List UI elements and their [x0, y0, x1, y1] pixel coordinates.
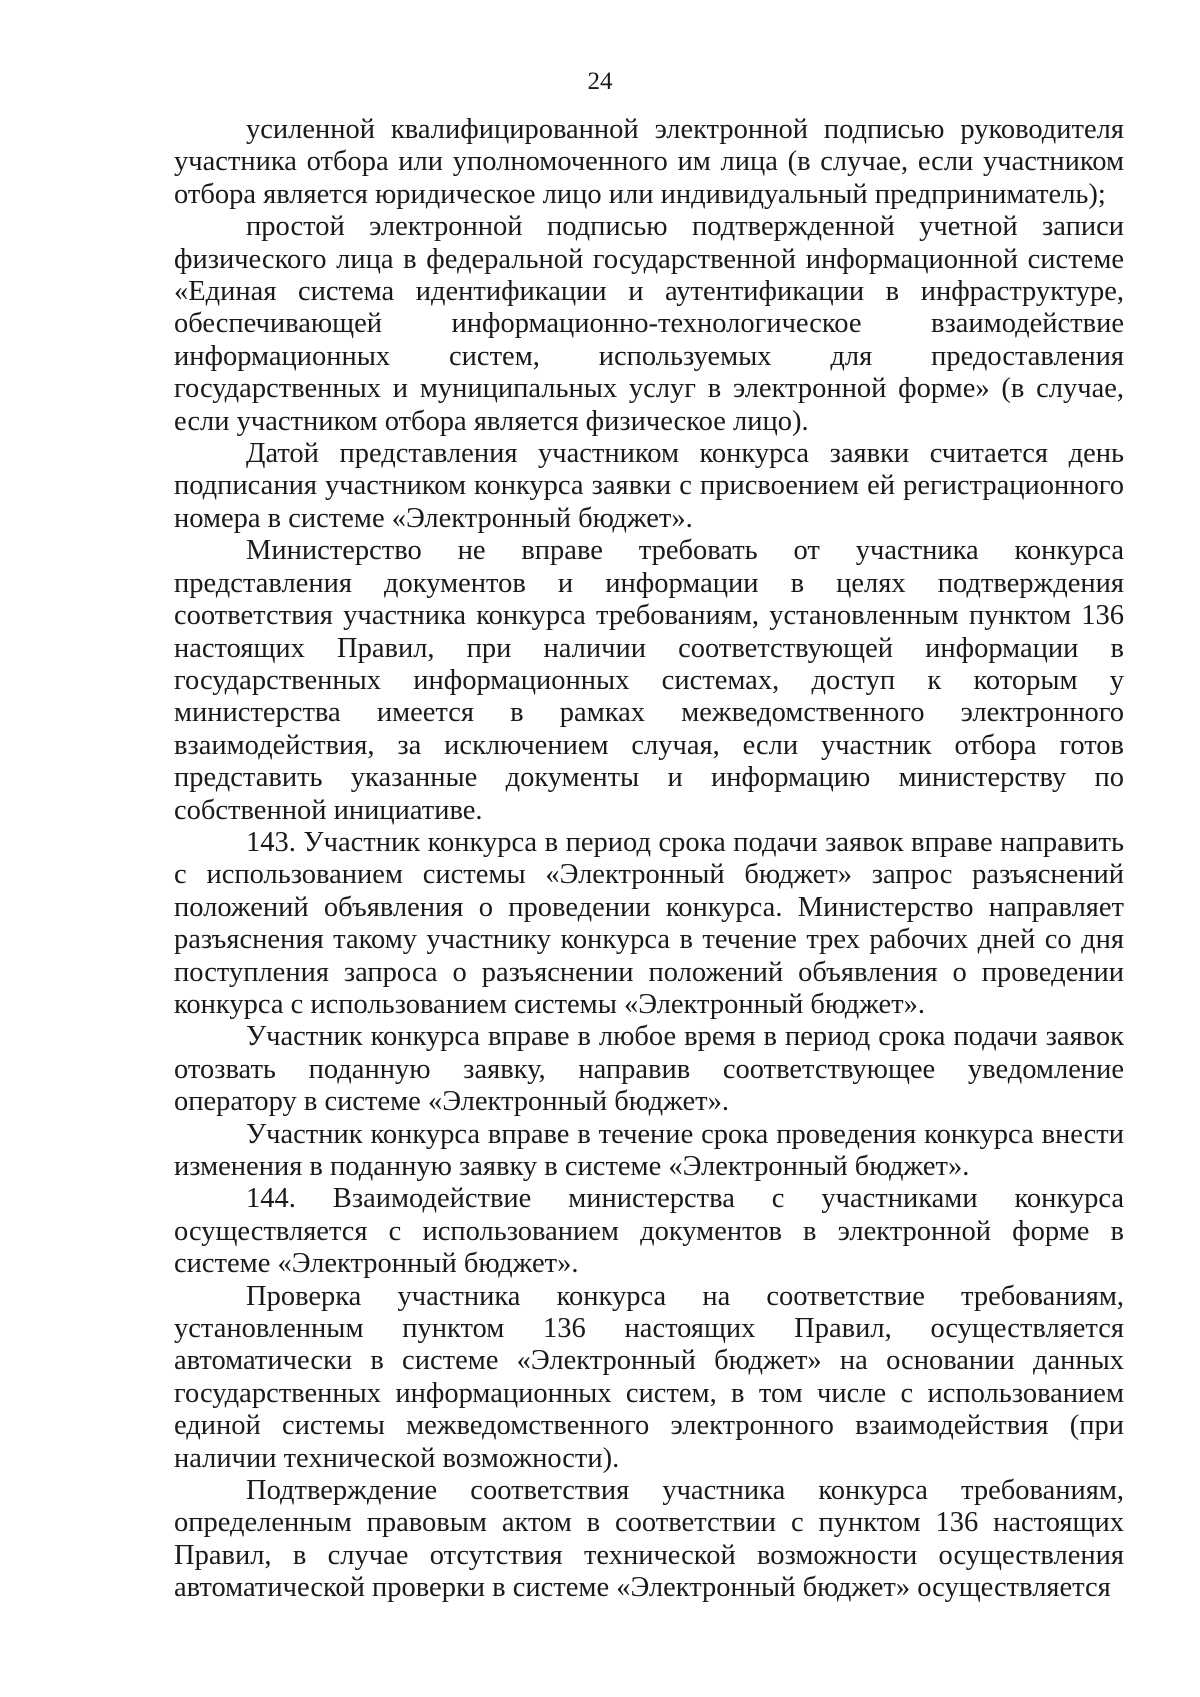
page-number: 24: [587, 68, 613, 95]
paragraph-ministry-documents: Министерство не вправе требовать от участника конкурса представления документов и информации в целях подтверждения соответствия участника конкурса требованиям, установленным пунктом 136 настоящих Правил, при наличии соответствующей информации в государственных информационных системах, доступ к которым у министерства имеется в рамках межведомственного электронного взаимодействия, за исключением случая, если участник отбора готов представить указанные документы и информацию министерству по собственной инициативе.: [174, 535, 1124, 826]
paragraph-withdraw-application: Участник конкурса вправе в любое время в период срока подачи заявок отозвать поданную заявку, направив соответствующее уведомление оператору в системе «Электронный бюджет».: [174, 1021, 1124, 1118]
paragraph-compliance-confirmation: Подтверждение соответствия участника конкурса требованиям, определенным правовым актом в соответствии с пунктом 136 настоящих Правил, в случае отсутствия технической возможности осуществления автоматической проверки в системе «Электронный бюджет» осуществляется: [174, 1475, 1124, 1604]
paragraph-automatic-check: Проверка участника конкурса на соответствие требованиям, установленным пунктом 136 настоящих Правил, осуществляется автоматически в системе «Электронный бюджет» на основании данных государственных информационных систем, в том числе с использованием единой системы межведомственного электронного взаимодействия (при наличии технической возможности).: [174, 1280, 1124, 1474]
paragraph-clause-143: 143. Участник конкурса в период срока подачи заявок вправе направить с использованием системы «Электронный бюджет» запрос разъяснений положений объявления о проведении конкурса. Министерство направляет разъяснения такому участнику конкурса в течение трех рабочих дней со дня поступления запроса о разъяснении положений объявления о проведении конкурса с использованием системы «Электронный бюджет».: [174, 826, 1124, 1020]
paragraph-submission-date: Датой представления участником конкурса заявки считается день подписания участником конкурса заявки с присвоением ей регистрационного номера в системе «Электронный бюджет».: [174, 438, 1124, 534]
paragraph-amend-application: Участник конкурса вправе в течение срока проведения конкурса внести изменения в поданную заявку в системе «Электронный бюджет».: [174, 1118, 1124, 1182]
document-body: [174, 114, 1124, 1605]
paragraph-simple-signature: простой электронной подписью подтвержденной учетной записи физического лица в федеральной государственной информационной системе «Единая система идентификации и аутентификации в инфраструктуре, обеспечивающей информационно-технологическое взаимодействие информационных систем, используемых для предоставления государственных и муниципальных услуг в электронной форме» (в случае, если участником отбора является физическое лицо).: [174, 211, 1124, 437]
paragraph-clause-144: 144. Взаимодействие министерства с участниками конкурса осуществляется с использованием документов в электронной форме в системе «Электронный бюджет».: [174, 1183, 1124, 1280]
paragraph-qualified-signature: усиленной квалифицированной электронной подписью руководителя участника отбора или уполномоченного им лица (в случае, если участником отбора является юридическое лицо или индивидуальный предприниматель);: [174, 114, 1124, 210]
